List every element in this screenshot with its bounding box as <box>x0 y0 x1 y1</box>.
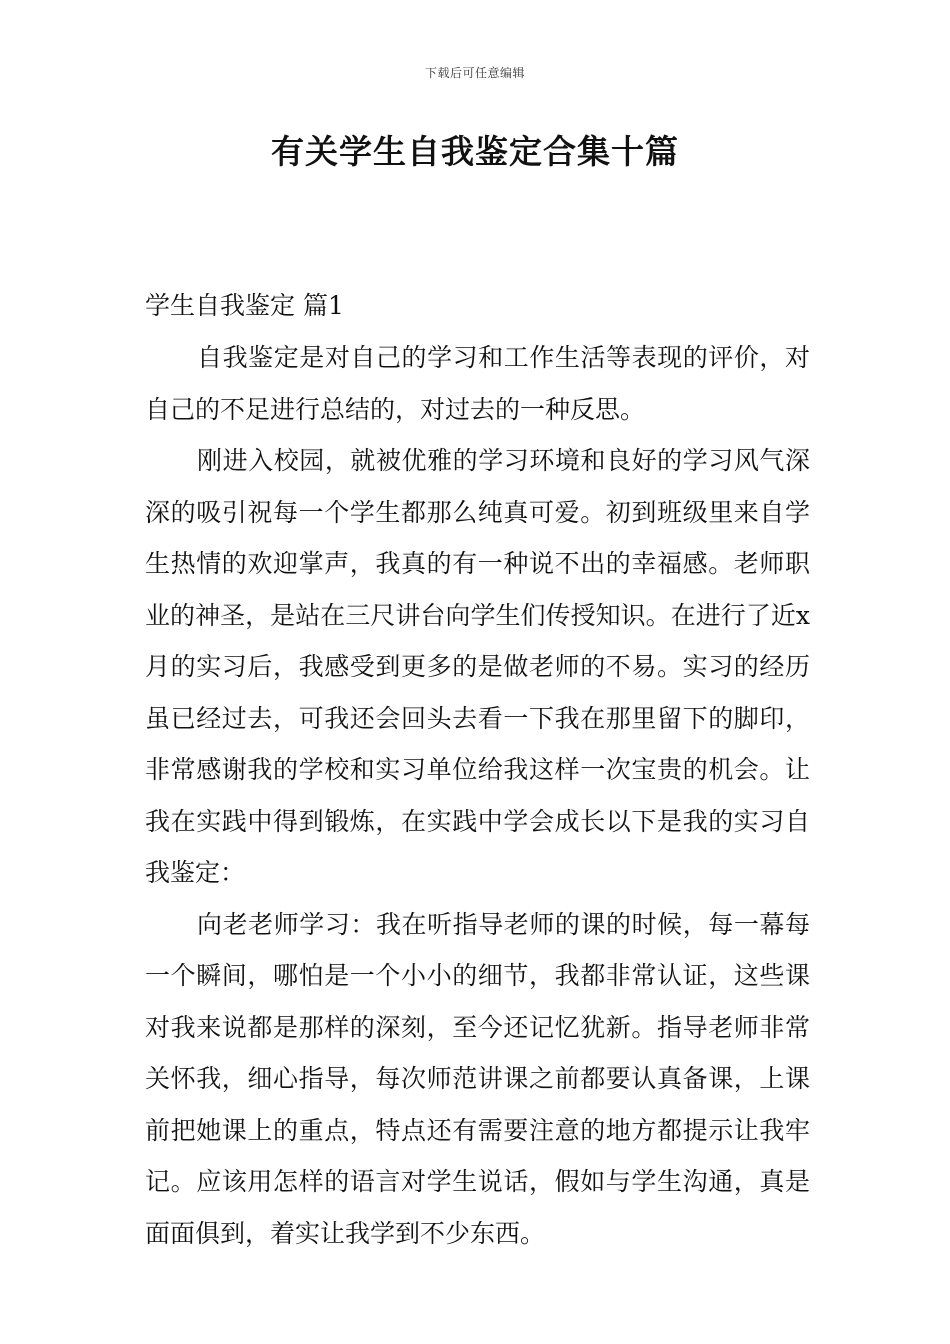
paragraph-1: 自我鉴定是对自己的学习和工作生活等表现的评价，对自己的不足进行总结的，对过去的一种反思。 <box>145 343 810 424</box>
document-title: 有关学生自我鉴定合集十篇 <box>271 132 679 171</box>
paragraph-3: 向老老师学习：我在听指导老师的课的时候，每一幕每一个瞬间，哪怕是一个小小的细节，我都非常认证，这些课对我来说都是那样的深刻，至今还记忆犹新。指导老师非常关怀我，细心指导，每次师范讲课之前都要认真备课，上课前把她课上的重点，特点还有需要注意的地方都提示让我牢记。应该用怎样的语言对学生说话，假如与学生沟通，真是面面俱到，着实让我学到不少东西。 <box>145 909 810 1248</box>
document-body <box>145 280 810 1259</box>
section-heading: 学生自我鉴定 篇1 <box>145 291 344 320</box>
paragraph-2: 刚进入校园，就被优雅的学习环境和良好的学习风气深深的吸引祝每一个学生都那么纯真可爱。初到班级里来自学生热情的欢迎掌声，我真的有一种说不出的幸福感。老师职业的神圣，是站在三尺讲台向学生们传授知识。在进行了近x月的实习后，我感受到更多的是做老师的不易。实习的经历虽已经过去，可我还会回头去看一下我在那里留下的脚印，非常感谢我的学校和实习单位给我这样一次宝贵的机会。让我在实践中得到锻炼，在实践中学会成长以下是我的实习自我鉴定： <box>145 446 810 887</box>
header-note: 下载后可任意编辑 <box>424 66 525 80</box>
